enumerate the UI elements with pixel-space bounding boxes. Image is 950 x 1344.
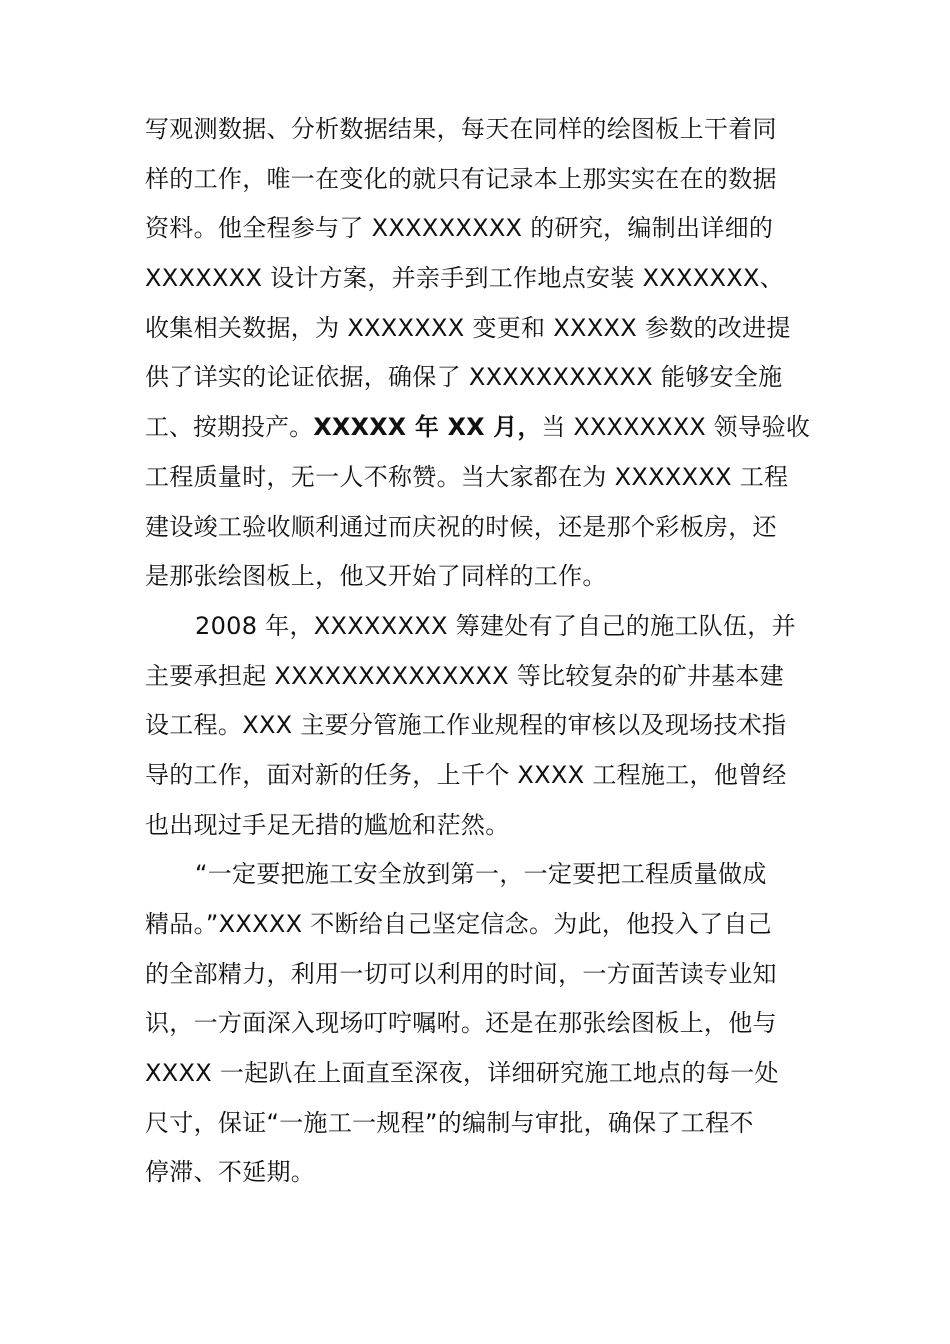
text-run: 工程质量时，无一人不称赞。当大家都在为 XXXXXXX 工程 <box>145 462 789 491</box>
paragraph-1-line-8 <box>145 453 810 503</box>
paragraph-1-line-2 <box>145 155 810 205</box>
paragraph-3-line-4 <box>145 999 810 1049</box>
text-run: 当 XXXXXXXX 领导验收 <box>541 413 811 442</box>
paragraph-2-line-1 <box>145 602 810 652</box>
paragraph-1-line-4 <box>145 254 810 304</box>
text-run: 供了详实的论证依据，确保了 XXXXXXXXXXX 能够安全施 <box>145 363 783 392</box>
paragraph-3-line-2 <box>145 900 810 950</box>
text-run: 收集相关数据，为 XXXXXXX 变更和 XXXXX 参数的改进提 <box>145 313 791 342</box>
paragraph-1-line-5 <box>145 304 810 354</box>
paragraph-1-line-6 <box>145 353 810 403</box>
paragraph-3-line-7 <box>145 1148 810 1198</box>
paragraph-2-line-3 <box>145 701 810 751</box>
paragraph-3-line-1 <box>145 850 810 900</box>
text-run: 尺寸，保证“一施工一规程”的编制与审批，确保了工程不 <box>145 1108 754 1137</box>
text-run: 导的工作，面对新的任务，上千个 XXXX 工程施工，他曾经 <box>145 760 787 789</box>
paragraph-3-line-6 <box>145 1099 810 1149</box>
text-run: XXXX 一起趴在上面直至深夜，详细研究施工地点的每一处 <box>145 1059 779 1088</box>
paragraph-2-line-5 <box>145 801 810 851</box>
paragraph-1-line-7 <box>145 403 810 453</box>
paragraph-1-line-1 <box>145 105 810 155</box>
paragraph-1-line-9 <box>145 503 810 553</box>
text-run: 主要承担起 XXXXXXXXXXXXXX 等比较复杂的矿井基本建 <box>145 661 785 690</box>
body-text <box>145 105 810 1198</box>
text-run: 识，一方面深入现场叮咛嘱咐。还是在那张绘图板上，他与 <box>145 1009 777 1038</box>
text-run: 写观测数据、分析数据结果，每天在同样的绘图板上干着同 <box>145 115 777 143</box>
text-run: “一定要把施工安全放到第一，一定要把工程质量做成 <box>195 860 767 889</box>
text-run: 资料。他全程参与了 XXXXXXXXX 的研究，编制出详细的 <box>145 214 774 243</box>
text-run: 设工程。XXX 主要分管施工作业规程的审核以及现场技术指 <box>145 711 787 740</box>
text-run: 精品。”XXXXX 不断给自己坚定信念。为此，他投入了自己 <box>145 910 772 938</box>
text-run: 也出现过手足无措的尴尬和茫然。 <box>145 810 510 839</box>
bold-date-text: XXXXX 年 XX 月， <box>313 413 542 442</box>
text-run: 工、按期投产。 <box>145 413 314 442</box>
paragraph-1-line-3 <box>145 204 810 254</box>
text-run: 是那张绘图板上，他又开始了同样的工作。 <box>145 562 607 591</box>
paragraph-3-line-5 <box>145 1049 810 1099</box>
text-run: XXXXXXX 设计方案，并亲手到工作地点安装 XXXXXXX、 <box>145 264 785 293</box>
paragraph-2-line-2 <box>145 652 810 702</box>
paragraph-1-line-10 <box>145 552 810 602</box>
paragraph-3-line-3 <box>145 950 810 1000</box>
text-run: 的全部精力，利用一切可以利用的时间，一方面苦读专业知 <box>145 959 777 988</box>
text-run: 停滞、不延期。 <box>145 1158 316 1187</box>
text-run: 建设竣工验收顺利通过而庆祝的时候，还是那个彩板房，还 <box>145 512 777 541</box>
paragraph-2-line-4 <box>145 751 810 801</box>
text-run: 2008 年，XXXXXXXX 筹建处有了自己的施工队伍，并 <box>195 611 796 640</box>
text-run: 样的工作，唯一在变化的就只有记录本上那实实在在的数据 <box>145 164 777 193</box>
